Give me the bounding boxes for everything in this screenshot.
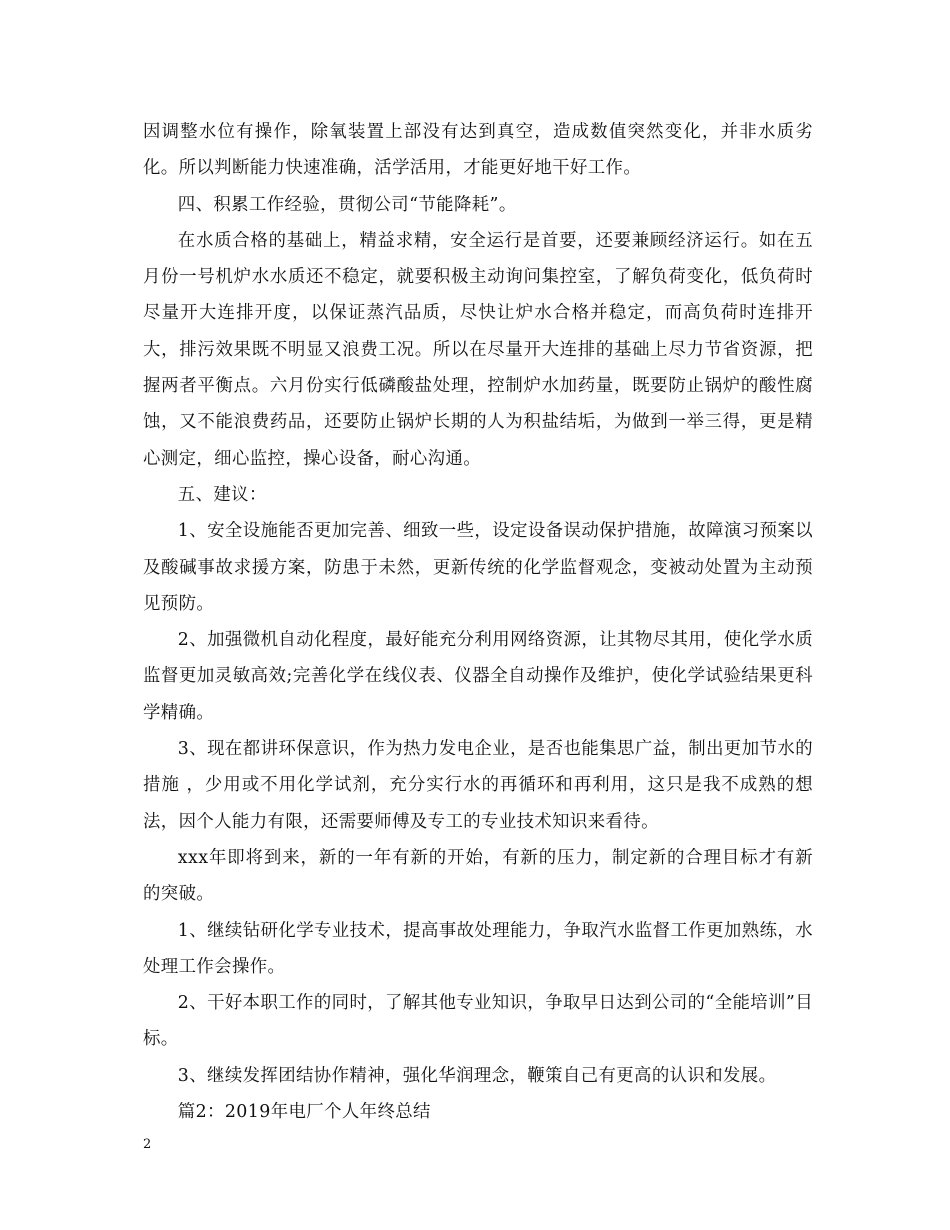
suggestion-2: 2、加强微机自动化程度，最好能充分利用网络资源，让其物尽其用，使化学水质监督更加灵敏高效;完善化学在线仪表、仪器全自动操作及维护，使化学试验结果更科学精确。 bbox=[143, 630, 813, 723]
goal-3: 3、继续发挥团结协作精神，强化华润理念，鞭策自己有更高的认识和发展。 bbox=[177, 1065, 777, 1086]
goal-1: 1、继续钻研化学专业技术，提高事故处理能力，争取汽水监督工作更加熟练，水处理工作会操作。 bbox=[143, 920, 813, 977]
paragraph-1: 因调整水位有操作，除氧装置上部没有达到真空，造成数值突然变化，并非水质劣化。所以判断能力快速准确，活学活用，才能更好地干好工作。 bbox=[143, 122, 813, 179]
paragraph-3: 在水质合格的基础上，精益求精，安全运行是首要，还要兼顾经济运行。如在五月份一号机炉水水质还不稳定，就要积极主动询问集控室，了解负荷变化，低负荷时尽量开大连排开度，以保证蒸汽品质，尽快让炉水合格并稳定，而高负荷时连排开大，排污效果既不明显又浪费工况。所以在尽量开大连排的基础上尽力节省资源，把握两者平衡点。六月份实行低磷酸盐处理，控制炉水加药量，既要防止锅炉的酸性腐蚀，又不能浪费药品，还要防止锅炉长期的人为积盐结垢，为做到一举三得，更是精心测定，细心监控，操心设备，耐心沟通。 bbox=[143, 230, 813, 469]
next-article-title: 篇2：2019年电厂个人年终总结 bbox=[177, 1102, 431, 1123]
document-body bbox=[143, 114, 813, 1130]
page-number: 2 bbox=[143, 1137, 152, 1152]
suggestion-1: 1、安全设施能否更加完善、细致一些，设定设备误动保护措施，故障演习预案以及酸碱事故求援方案，防患于未然，更新传统的化学监督观念，变被动处置为主动预见预防。 bbox=[143, 521, 813, 614]
new-year-paragraph: xxx年即将到来，新的一年有新的开始，有新的压力，制定新的合理目标才有新的突破。 bbox=[143, 847, 813, 905]
section-heading-5: 五、建议： bbox=[177, 484, 267, 505]
goal-2: 2、干好本职工作的同时，了解其他专业知识，争取早日达到公司的“全能培训”目标。 bbox=[143, 993, 813, 1050]
suggestion-3: 3、现在都讲环保意识，作为热力发电企业，是否也能集思广益，制出更加节水的措施 ，少用或不用化学试剂，充分实行水的再循环和再利用，这只是我不成熟的想法，因个人能力有限，还需要师傅及专工的专业技术知识来看待。 bbox=[143, 739, 813, 832]
section-heading-4: 四、积累工作经验，贯彻公司“节能降耗”。 bbox=[177, 194, 517, 215]
